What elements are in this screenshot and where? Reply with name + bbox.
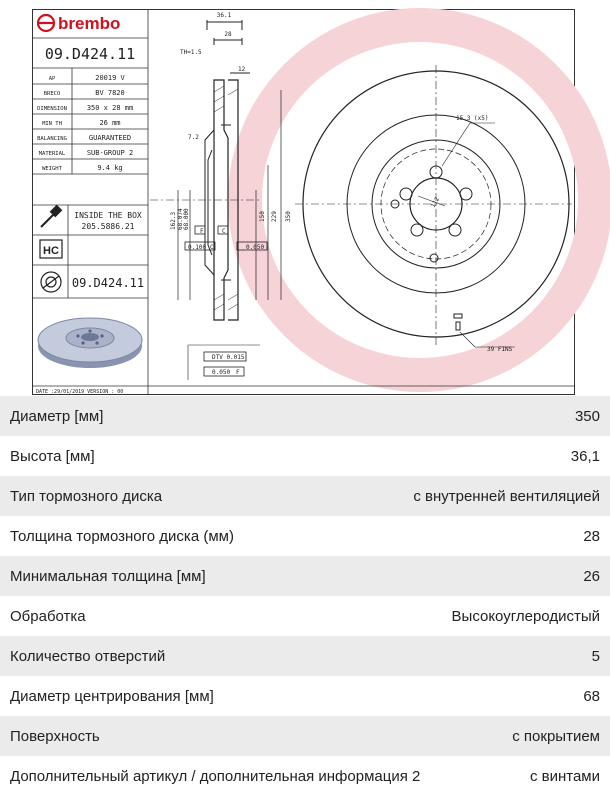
disc-render-image — [38, 318, 142, 368]
spec-row-value: 28 — [583, 527, 600, 545]
spec-key: BRECO — [43, 91, 61, 97]
hc-icon — [40, 240, 62, 258]
tol-flat: 0.050 — [212, 369, 231, 376]
dim-12: 12 — [238, 66, 246, 73]
spec-row-value: с винтами — [529, 767, 600, 785]
spec-row-value: 68 — [583, 687, 600, 705]
dim-68-000: 68.000 — [183, 208, 190, 230]
tol-flat-ref: F — [236, 369, 240, 376]
spec-row — [0, 756, 610, 796]
spec-row — [0, 676, 610, 716]
dim-thickness: 28 — [224, 31, 232, 38]
dim-pcd: 112 — [429, 196, 442, 209]
part-number-bottom: 09.D424.11 — [71, 276, 145, 290]
dim-229: 229 — [271, 211, 278, 222]
brembo-watermark-icon — [245, 25, 595, 375]
spec-row-label: Диаметр [мм] — [10, 407, 104, 425]
disc-outline-icon — [41, 272, 61, 292]
spec-value: 350 x 28 mm — [86, 104, 134, 112]
spec-key: MATERIAL — [38, 151, 66, 157]
dim-7-2: 7.2 — [188, 134, 199, 141]
spec-row — [0, 596, 610, 636]
spec-row-label: Тип тормозного диска — [10, 487, 163, 505]
dim-th-tolerance: TH=1.5 — [180, 49, 202, 56]
brand-name: brembo — [58, 14, 121, 33]
spec-key: MIN TH — [42, 121, 62, 127]
part-number: 09.D424.11 — [44, 45, 136, 63]
spec-row-value: с внутренней вентиляцией — [413, 487, 600, 505]
brembo-logo-icon — [38, 15, 54, 31]
spec-row-value: 36,1 — [570, 447, 600, 465]
spec-row-label: Диаметр центрирования [мм] — [10, 687, 214, 705]
spec-key: AP — [48, 76, 56, 82]
spec-list — [37, 74, 133, 172]
tol-runout: 0.100 — [188, 244, 207, 251]
svg-text:HC: HC — [43, 245, 59, 257]
dim-68-074: 68.074 — [177, 208, 184, 230]
spec-row — [0, 716, 610, 756]
drawing-svg — [0, 0, 610, 396]
dim-150: 150 — [259, 211, 266, 222]
technical-drawing — [0, 0, 610, 396]
tol-runout-ref: C — [210, 244, 214, 251]
spec-row — [0, 476, 610, 516]
tol-box-f: F — [200, 228, 204, 235]
spec-row-label: Обработка — [10, 607, 86, 625]
spec-value: GUARANTEED — [88, 134, 132, 142]
dim-holes: 15.3 (x5) — [456, 115, 489, 122]
spec-row-value: 350 — [574, 407, 600, 425]
dim-fins: 39 FINS — [487, 346, 513, 353]
spec-row-label: Высота [мм] — [10, 447, 95, 465]
spec-row-value: 26 — [583, 567, 600, 585]
spec-key: WEIGHT — [42, 166, 62, 172]
spec-row-label: Толщина тормозного диска (мм) — [10, 527, 234, 545]
spec-table — [0, 396, 610, 796]
spec-row-value: с покрытием — [512, 727, 600, 745]
spec-value: 20019 V — [95, 74, 125, 82]
dim-height: 36.1 — [216, 12, 232, 19]
spec-row-label: Минимальная толщина [мм] — [10, 567, 206, 585]
spec-row — [0, 436, 610, 476]
dim-162-3: 162.3 — [170, 211, 177, 230]
tol-flatness: 0.050 — [246, 244, 265, 251]
spec-row — [0, 556, 610, 596]
spec-key: DIMENSION — [37, 106, 67, 112]
spec-row — [0, 516, 610, 556]
dim-350: 350 — [285, 211, 292, 222]
screw-icon — [41, 206, 61, 227]
inside-box-code: 205.5886.21 — [81, 222, 135, 231]
spec-value: SUB-GROUP 2 — [86, 149, 134, 157]
spec-row — [0, 396, 610, 436]
spec-row-label: Поверхность — [10, 727, 100, 745]
spec-value: 9.4 kg — [97, 164, 123, 172]
tol-dtv: DTV 0.015 — [212, 354, 245, 361]
tol-box-c: C — [222, 228, 226, 235]
spec-value: BV 7820 — [95, 89, 125, 97]
spec-value: 26 mm — [99, 119, 121, 127]
date-line: DATE :29/01/2019 VERSION : 00 — [36, 389, 124, 395]
spec-row-label: Количество отверстий — [10, 647, 166, 665]
inside-box-label: INSIDE THE BOX — [74, 211, 142, 220]
spec-row-value: Высокоуглеродистый — [451, 607, 600, 625]
spec-row-value: 5 — [591, 647, 600, 665]
spec-row — [0, 636, 610, 676]
spec-row-label: Дополнительный артикул / дополнительная информация 2 — [10, 767, 421, 785]
spec-key: BALANCING — [37, 136, 67, 142]
